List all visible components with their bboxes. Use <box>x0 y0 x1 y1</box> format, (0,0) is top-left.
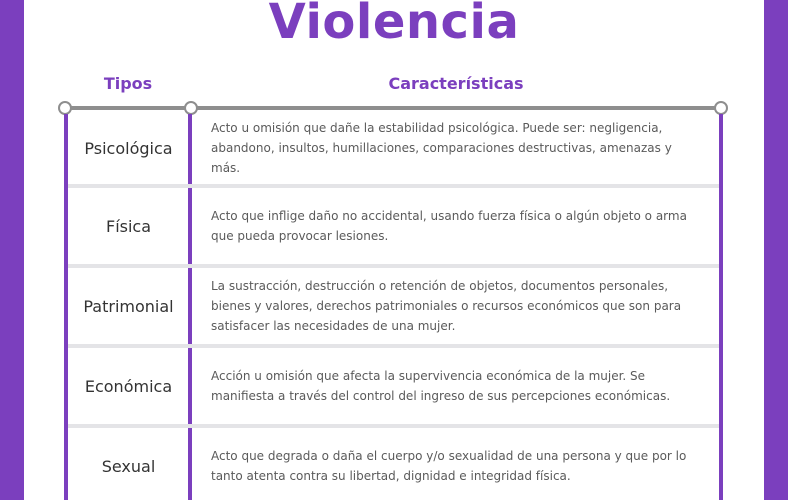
table-row <box>68 112 719 188</box>
column-header-caracteristicas: Características <box>388 74 524 93</box>
left-border <box>0 0 24 500</box>
column-header-tipos: Tipos <box>103 74 153 93</box>
type-description: Acto que inflige daño no accidental, usando fuerza física o algún objeto o arma que pueda provocar lesiones. <box>211 209 687 243</box>
table-row <box>68 268 719 348</box>
type-description: Acto que degrada o daña el cuerpo y/o sexualidad de una persona y que por lo tanto atenta contra su libertad, dignidad e integridad física. <box>211 449 687 483</box>
table-row <box>68 348 719 428</box>
type-description: Acción u omisión que afecta la supervivencia económica de la mujer. Se manifiesta a través del control del ingreso de sus percepciones económicas. <box>211 369 671 403</box>
type-label: Física <box>105 216 152 236</box>
type-label: Psicológica <box>84 138 173 158</box>
right-border <box>764 0 788 500</box>
type-label: Patrimonial <box>83 296 174 316</box>
table-row <box>68 428 719 504</box>
connector-bar <box>64 106 721 110</box>
type-label: Económica <box>84 376 173 396</box>
table-row <box>68 188 719 268</box>
type-description: Acto u omisión que dañe la estabilidad psicológica. Puede ser: negligencia, abandono, insultos, humillaciones, comparaciones destructivas, amenazas y más. <box>211 121 672 175</box>
type-label: Sexual <box>101 456 156 476</box>
type-description: La sustracción, destrucción o retención de objetos, documentos personales, bienes y valores, derechos patrimoniales o recursos económicos que son para satisfacer las necesidades de una mujer. <box>211 279 682 333</box>
divider-line-right <box>719 114 723 500</box>
page-title: Violencia <box>268 0 520 50</box>
